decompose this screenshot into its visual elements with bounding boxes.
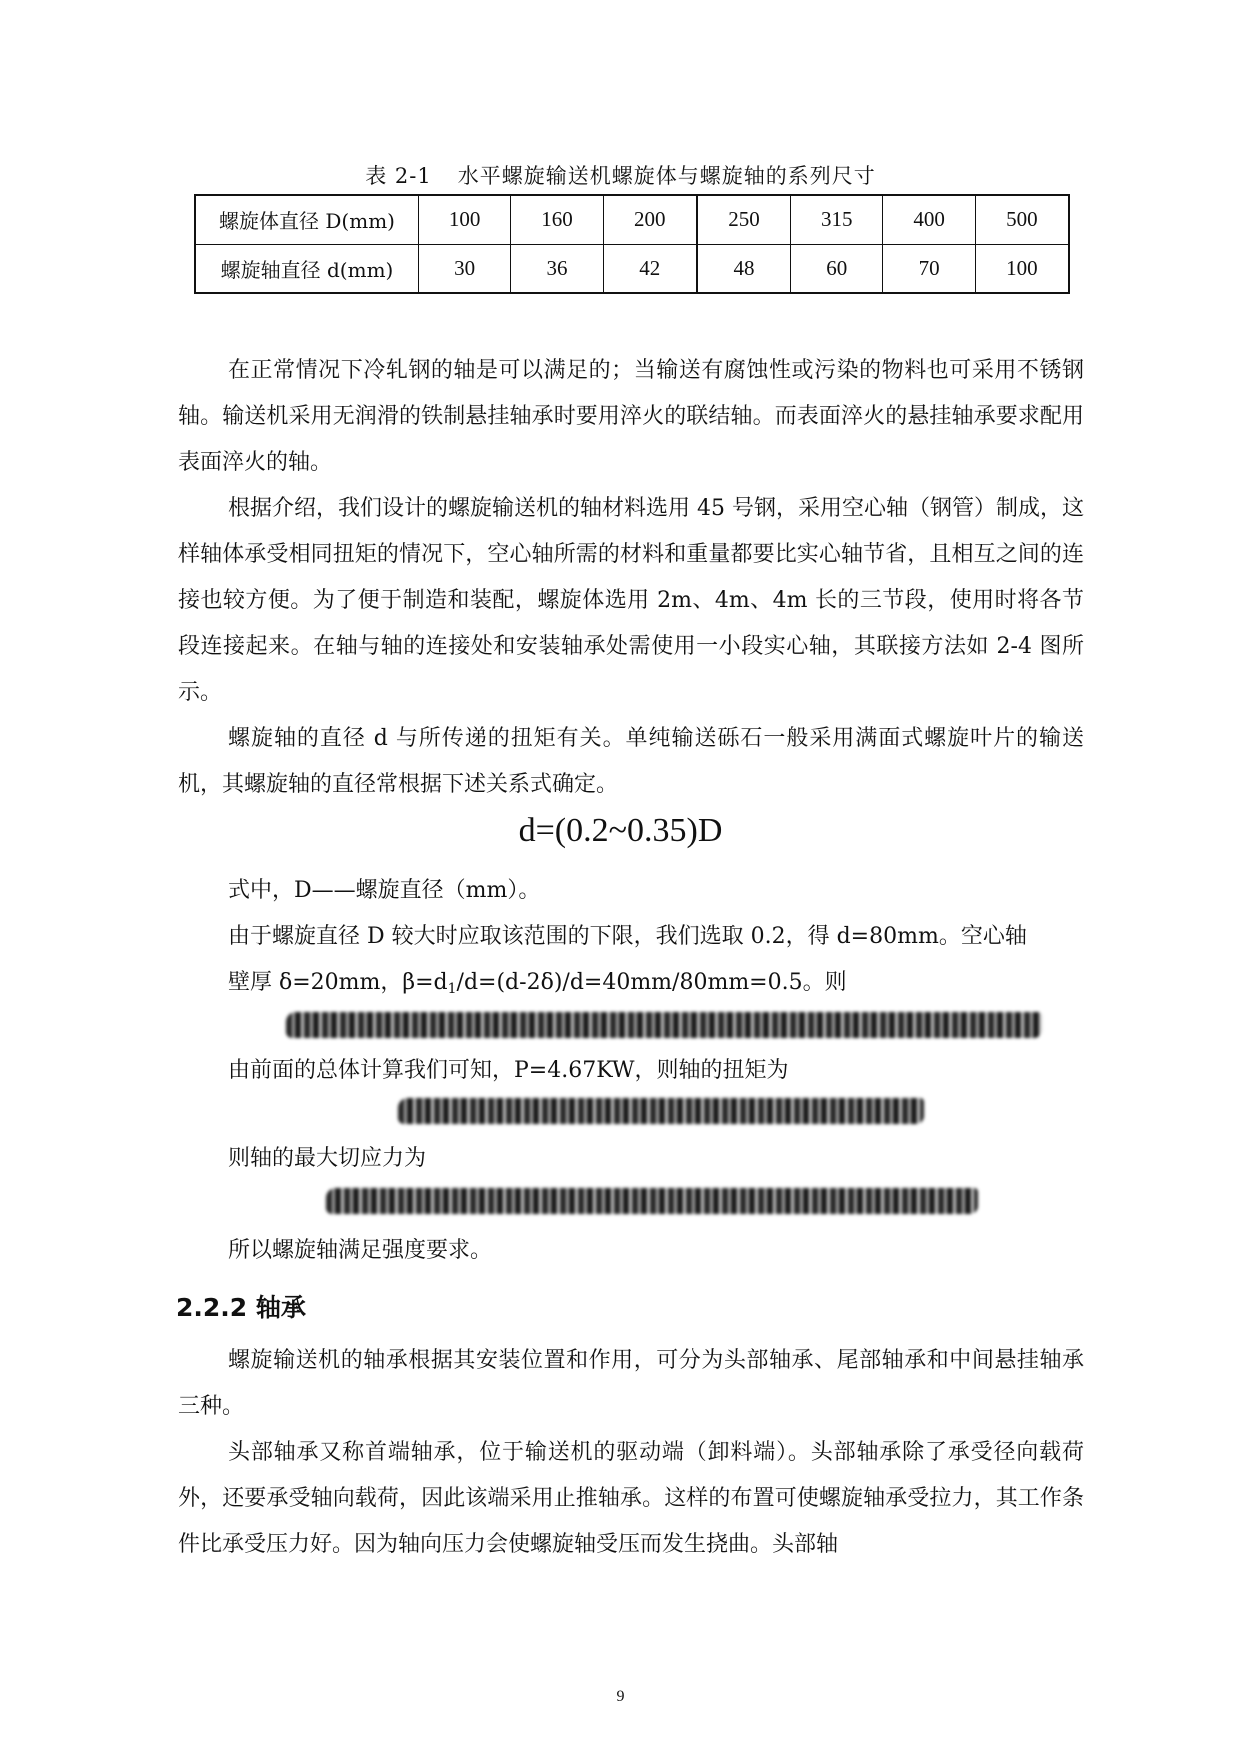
row-header-shaft-diameter: 螺旋轴直径 d(mm): [195, 244, 419, 293]
table-cell: 200: [603, 195, 697, 244]
table-cell: 60: [791, 244, 883, 293]
page-number: 9: [616, 1688, 625, 1705]
table-caption-number: 表 2-1: [365, 164, 432, 188]
paragraph-wall-thickness: [178, 960, 1084, 1012]
table-cell: 250: [697, 195, 791, 244]
blurred-formula-image: [286, 1012, 1042, 1038]
section-heading: 2.2.2 轴承: [176, 1293, 306, 1322]
wall-thickness-text-end: /d=(d-2δ)/d=40mm/80mm=0.5。则: [456, 970, 847, 995]
table-cell: 36: [511, 244, 603, 293]
table-caption: [0, 160, 1241, 190]
paragraph-design-choice: 根据介绍，我们设计的螺旋输送机的轴材料选用 45 号钢，采用空心轴（钢管）制成，这样轴体承受相同扭矩的情况下，空心轴所需的材料和重量都要比实心轴节省，且相互之间的连接也较方便。为了便于制造和装配，螺旋体选用 2m、4m、4m 长的三节段，使用时将各节段连接起来。在轴与轴的连接处和安装轴承处需使用一小段实心轴，其联接方法如 2-4 图所示。: [178, 496, 1084, 705]
table-cell: 400: [883, 195, 975, 244]
paragraph-conclusion: 所以螺旋轴满足强度要求。: [228, 1238, 493, 1263]
table-cell: 500: [975, 195, 1069, 244]
spec-table: [194, 194, 1070, 294]
table-cell: 160: [511, 195, 603, 244]
subscript: 1: [447, 981, 457, 997]
wall-thickness-text: 壁厚 δ=20mm，β=d: [228, 970, 448, 995]
blurred-formula-image: [398, 1098, 924, 1124]
table-cell: 42: [603, 244, 697, 293]
paragraph-shaft-diameter: 螺旋轴的直径 d 与所传递的扭矩有关。单纯输送砾石一般采用满面式螺旋叶片的输送机，其螺旋轴的直径常根据下述关系式确定。: [178, 726, 1084, 797]
table-row: [195, 195, 1069, 244]
table-cell: 70: [883, 244, 975, 293]
table-cell: 100: [975, 244, 1069, 293]
row-header-screw-diameter: 螺旋体直径 D(mm): [195, 195, 419, 244]
formula-legend: 式中，D——螺旋直径（mm）。: [228, 878, 541, 903]
paragraph-shaft-material: 在正常情况下冷轧钢的轴是可以满足的；当输送有腐蚀性或污染的物料也可采用不锈钢轴。输送机采用无润滑的铁制悬挂轴承时要用淬火的联结轴。而表面淬火的悬挂轴承要求配用表面淬火的轴。: [178, 358, 1084, 475]
paragraph-shear-stress: 则轴的最大切应力为: [228, 1146, 427, 1171]
paragraph-torque: 由前面的总体计算我们可知，P=4.67KW，则轴的扭矩为: [228, 1058, 789, 1083]
table-row: [195, 244, 1069, 293]
table-cell: 30: [419, 244, 511, 293]
paragraph-calculation: 由于螺旋直径 D 较大时应取该范围的下限，我们选取 0.2，得 d=80mm。空心轴: [228, 924, 1027, 949]
blurred-formula-image: [326, 1188, 978, 1214]
formula-diameter-relation: d=(0.2~0.35)D: [518, 812, 723, 849]
table-caption-title: 水平螺旋输送机螺旋体与螺旋轴的系列尺寸: [457, 164, 876, 188]
paragraph-bearing-types: 螺旋输送机的轴承根据其安装位置和作用，可分为头部轴承、尾部轴承和中间悬挂轴承三种。: [178, 1348, 1084, 1419]
paragraph-head-bearing: 头部轴承又称首端轴承，位于输送机的驱动端（卸料端）。头部轴承除了承受径向载荷外，还要承受轴向载荷，因此该端采用止推轴承。这样的布置可使螺旋轴承受拉力，其工作条件比承受压力好。因为轴向压力会使螺旋轴受压而发生挠曲。头部轴: [178, 1440, 1084, 1557]
table-cell: 48: [697, 244, 791, 293]
table-cell: 100: [419, 195, 511, 244]
table-cell: 315: [791, 195, 883, 244]
